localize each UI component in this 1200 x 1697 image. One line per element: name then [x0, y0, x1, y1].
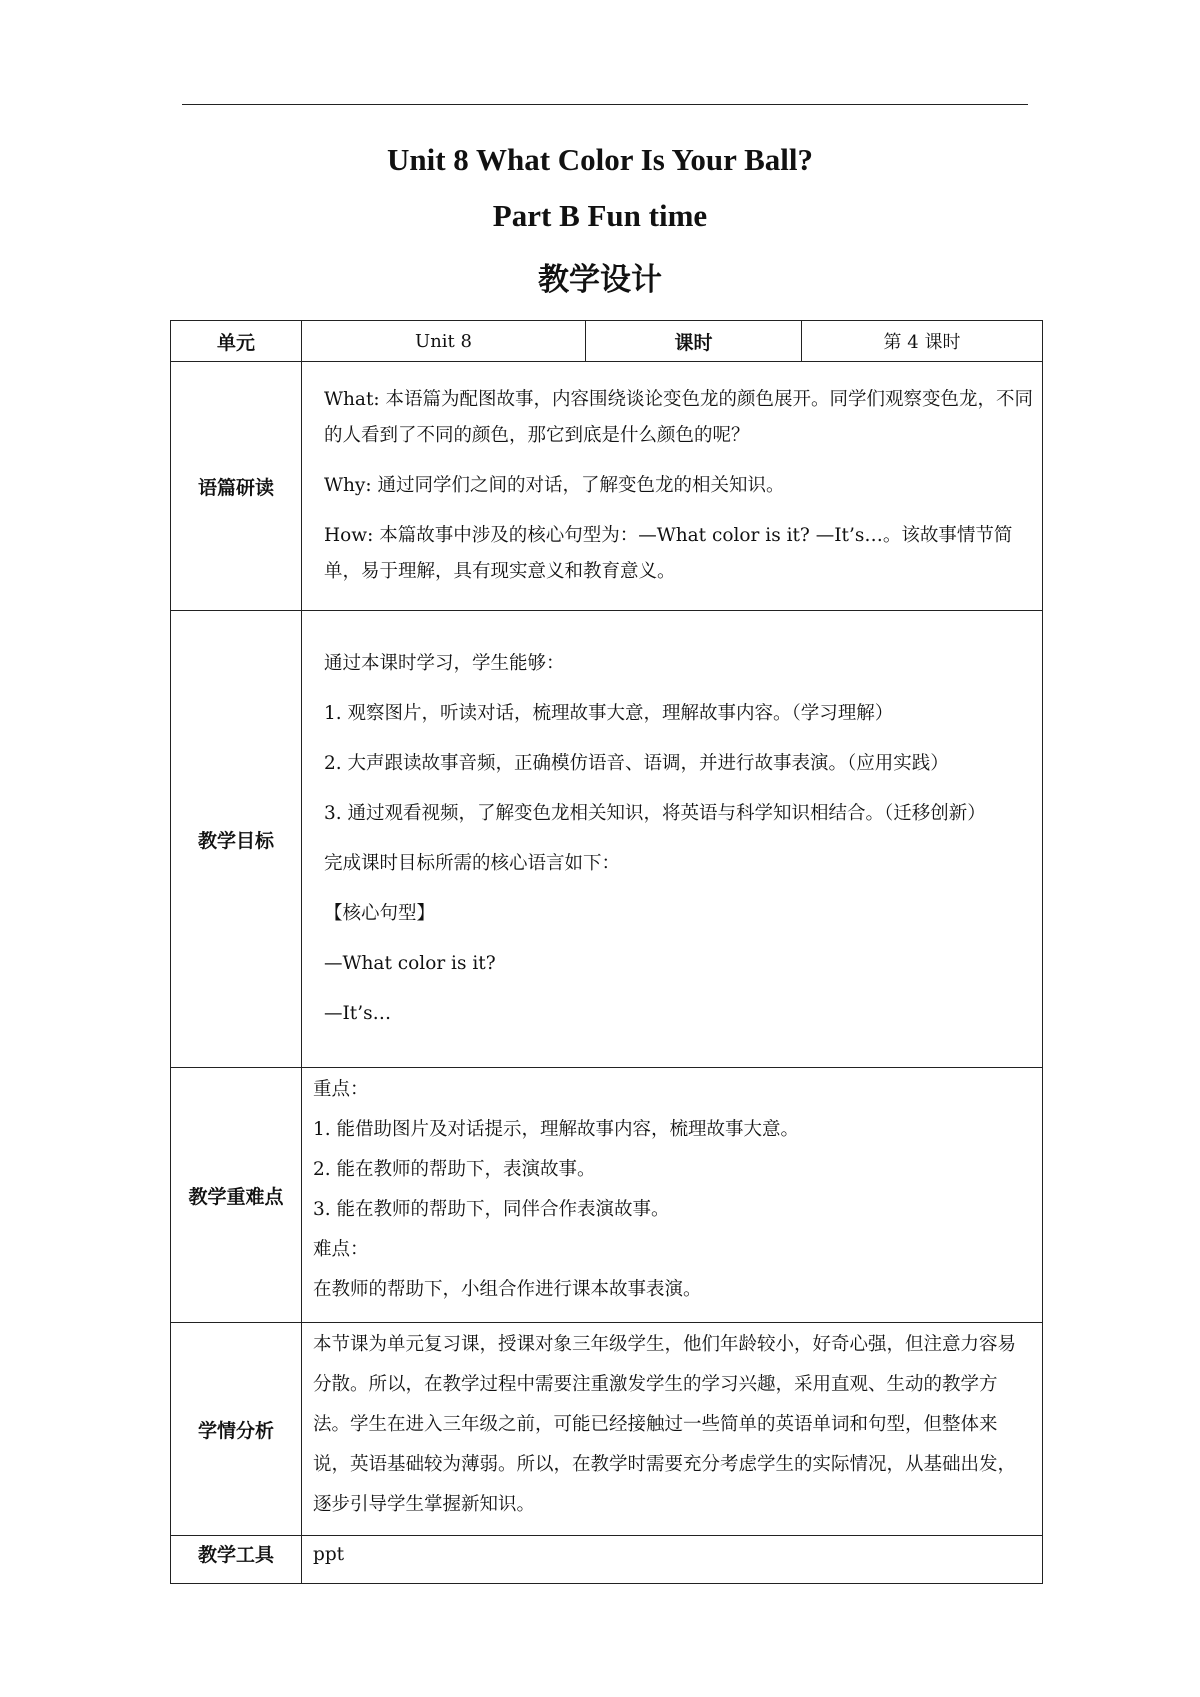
key-points-content: [302, 1068, 1043, 1323]
key-point-item: 2. 能在教师的帮助下，表演故事。: [313, 1159, 596, 1180]
student-analysis-label: 学情分析: [171, 1323, 302, 1536]
student-analysis-content: [302, 1323, 1043, 1536]
teaching-tools-value: ppt: [302, 1536, 1043, 1584]
core-sentence-heading: 【核心句型】: [324, 903, 436, 924]
table-row-teaching-goals: [171, 611, 1043, 1068]
teaching-goals-content: [302, 611, 1043, 1068]
text-study-label: 语篇研读: [171, 362, 302, 611]
core-language-intro: 完成课时目标所需的核心语言如下：: [324, 853, 621, 874]
text-study-why: Why: 通过同学们之间的对话，了解变色龙的相关知识。: [324, 475, 785, 496]
teaching-tools-label: 教学工具: [171, 1536, 302, 1584]
text-study-what: What: 本语篇为配图故事，内容围绕谈论变色龙的颜色展开。同学们观察变色龙，不同的人看到了不同的颜色，那它到底是什么颜色的呢？: [324, 389, 1034, 446]
key-point-item: 3. 能在教师的帮助下，同伴合作表演故事。: [313, 1199, 670, 1220]
unit-label: 单元: [171, 321, 302, 362]
table-row-student-analysis: [171, 1323, 1043, 1536]
student-analysis-text: 本节课为单元复习课，授课对象三年级学生，他们年龄较小，好奇心强，但注意力容易分散。所以，在教学过程中需要注重激发学生的学习兴趣，采用直观、生动的教学方法。学生在进入三年级之前，可能已经接触过一些简单的英语单词和句型，但整体来说，英语基础较为薄弱。所以，在教学时需要充分考虑学生的实际情况，从基础出发，逐步引导学生掌握新知识。: [313, 1334, 1017, 1515]
table-row-text-study: [171, 362, 1043, 611]
unit-value: Unit 8: [302, 321, 586, 362]
goal-item: 1. 观察图片，听读对话，梳理故事大意，理解故事内容。（学习理解）: [324, 703, 894, 724]
goals-intro: 通过本课时学习，学生能够：: [324, 653, 565, 674]
document-heading: 教学设计: [538, 262, 662, 298]
key-points-label: 教学重难点: [171, 1068, 302, 1323]
text-study-content: [302, 362, 1043, 611]
lesson-plan-table: [170, 320, 1043, 1584]
difficult-points-heading: 难点：: [313, 1239, 369, 1260]
goal-item: 3. 通过观看视频，了解变色龙相关知识，将英语与科学知识相结合。（迁移创新）: [324, 803, 986, 824]
table-row-teaching-tools: [171, 1536, 1043, 1584]
text-study-how: How: 本篇故事中涉及的核心句型为：—What color is it? —It’s…。该故事情节简单，易于理解，具有现实意义和教育意义。: [324, 525, 1013, 582]
period-label: 课时: [586, 321, 802, 362]
goal-item: 2. 大声跟读故事音频，正确模仿语音、语调，并进行故事表演。（应用实践）: [324, 753, 949, 774]
document-subtitle: Part B Fun time: [492, 198, 708, 233]
key-point-item: 1. 能借助图片及对话提示，理解故事内容，梳理故事大意。: [313, 1119, 800, 1140]
table-row-key-points: [171, 1068, 1043, 1323]
key-points-heading: 重点：: [313, 1079, 369, 1100]
document-title: Unit 8 What Color Is Your Ball?: [386, 142, 814, 177]
teaching-goals-label: 教学目标: [171, 611, 302, 1068]
core-sentence: —What color is it?: [324, 953, 496, 974]
period-value: 第 4 课时: [802, 321, 1043, 362]
header-rule: [182, 104, 1028, 105]
core-sentence: —It’s…: [324, 1003, 392, 1024]
table-row-unit: [171, 321, 1043, 362]
difficult-point-item: 在教师的帮助下，小组合作进行课本故事表演。: [313, 1279, 702, 1300]
